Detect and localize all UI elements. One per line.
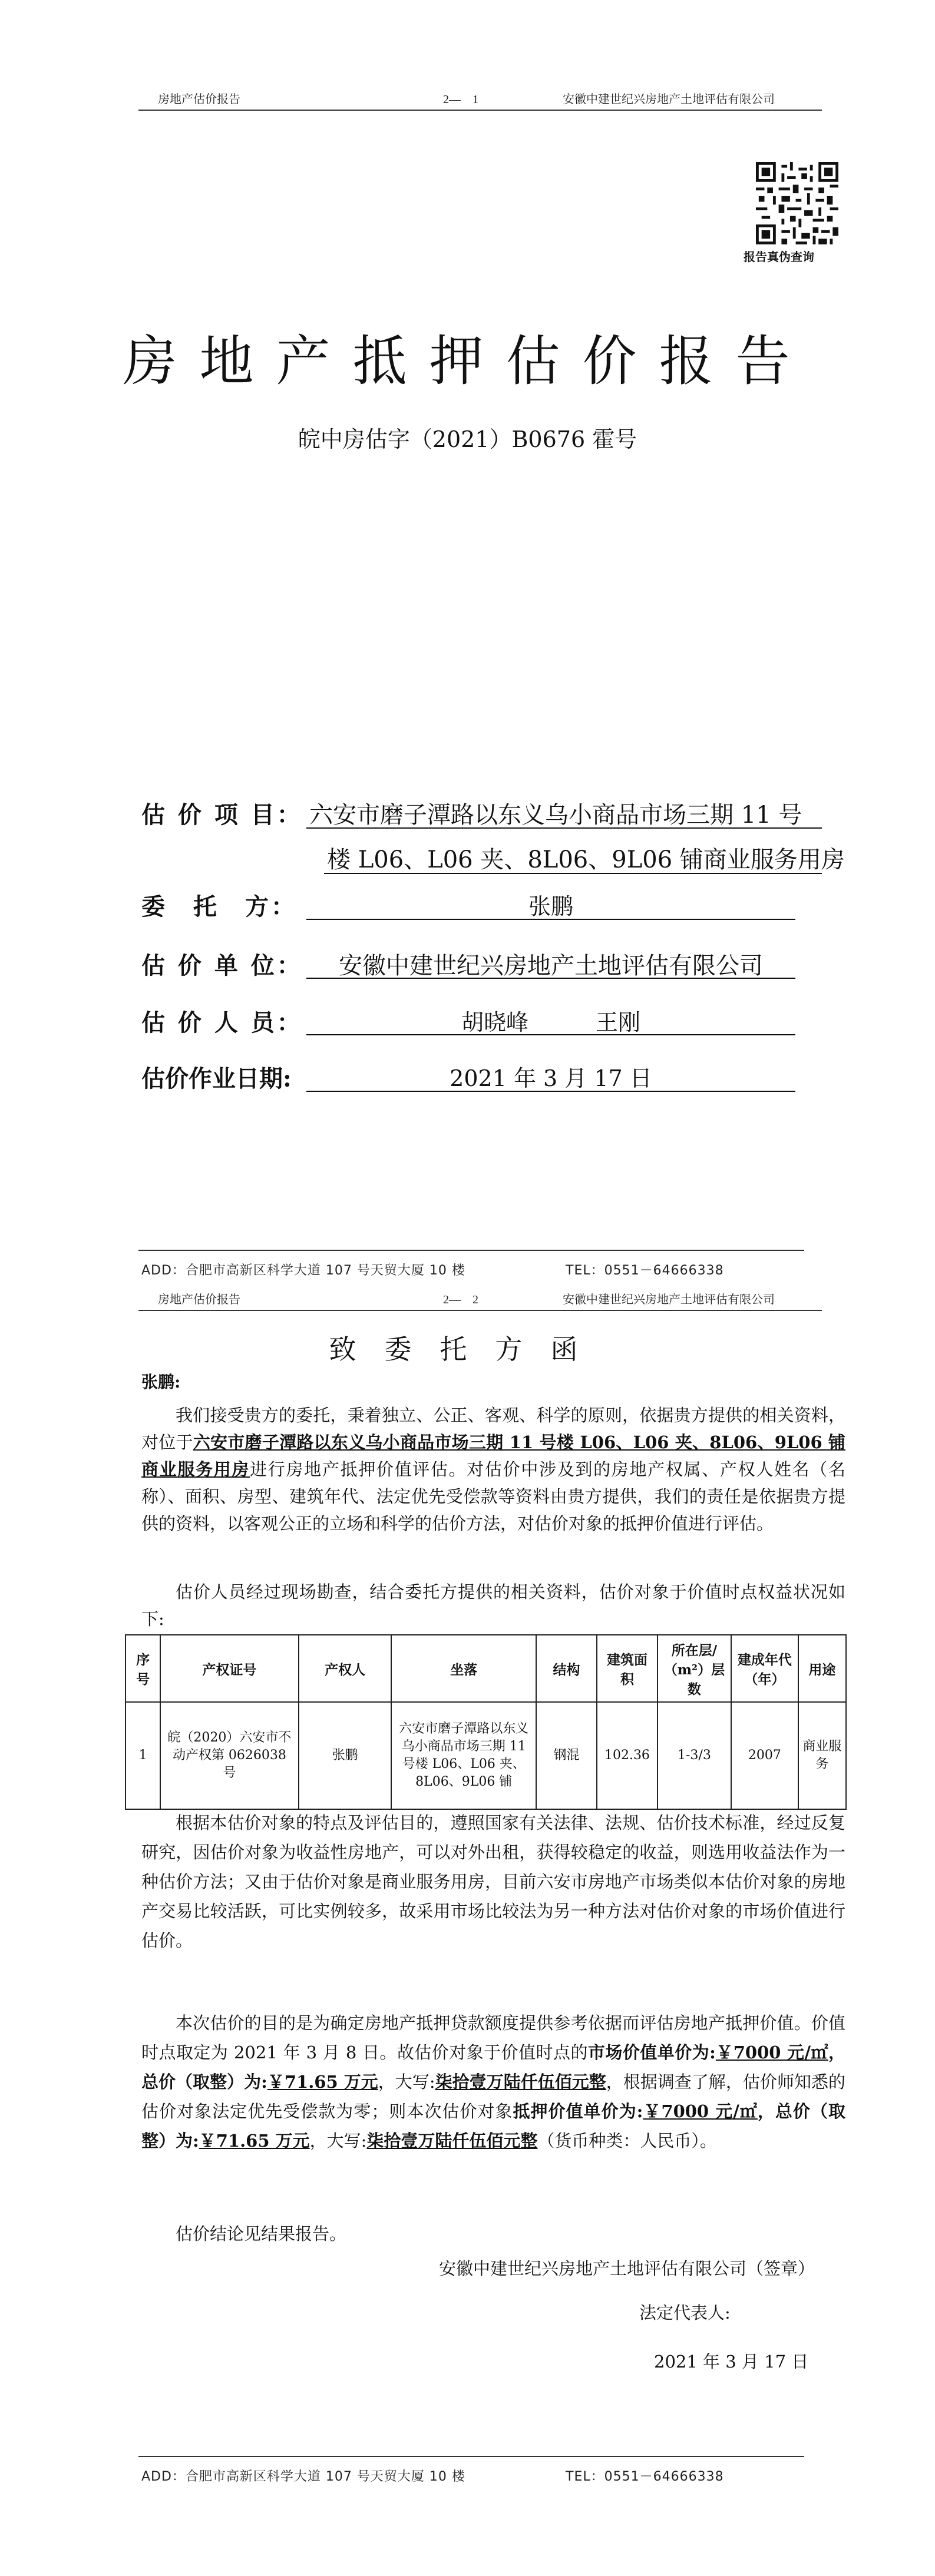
p4-mortgage-total-label: ，总价（取整）为: <box>141 2101 845 2151</box>
field-underline-appraiser-unit <box>306 978 795 979</box>
cell-index: 1 <box>125 1702 160 1809</box>
col-header-floor: 所在层/（m²）层数 <box>658 1635 731 1702</box>
page2-footer-address: ADD：合肥市高新区科学大道 107 号天贸大厦 10 楼 <box>141 2469 465 2484</box>
field-value-work-date: 2021 年 3 月 17 日 <box>450 1065 652 1091</box>
p4-mortgage-capital: 柒拾壹万陆仟伍佰元整 <box>366 2131 538 2151</box>
report-number: 皖中房估字（2021）B0676 霍号 <box>298 426 637 452</box>
letter-paragraph-3: 根据本估价对象的特点及评估目的，遵照国家有关法律、法规、估价技术标准，经过反复研究，因估价对象为收益性房地产，可以对外出租，获得较稳定的收益，则选用收益法作为一种估价方法；又由于估价对象是商业服务用房，目前六安市房地产市场类似本估价对象的房地产交易比较活跃，可比实例较多，故采用市场比较法为另一种方法对估价对象的市场价值进行估价。 <box>141 1813 845 1951</box>
field-value-appraisers: 胡晓峰 王刚 <box>461 1009 640 1035</box>
qr-code-icon[interactable] <box>756 162 838 244</box>
qr-caption: 报告真伪查询 <box>744 250 814 264</box>
p4-market-total-label: ，总价（取整）为: <box>141 2042 846 2092</box>
cell-floor: 1-3/3 <box>658 1702 731 1809</box>
p1-intro: 我们接受贵方的委托，秉着独立、公正、客观、科学的原则，依据贵方提供的相关资料，对位于 <box>141 1405 845 1452</box>
p4-market-capital: 柒拾壹万陆仟伍佰元整 <box>435 2072 606 2092</box>
col-header-cert: 产权证号 <box>160 1635 299 1702</box>
cell-year: 2007 <box>731 1702 798 1809</box>
p4-mortgage-unit-price: ￥7000 元/㎡ <box>643 2101 758 2121</box>
page1-footer-tel: TEL：0551－64666338 <box>566 1263 724 1278</box>
p4-mortgage-total: ￥71.65 万元 <box>199 2131 310 2151</box>
page1-footer-address: ADD：合肥市高新区科学大道 107 号天贸大厦 10 楼 <box>141 1263 465 1278</box>
page2-header-right: 安徽中建世纪兴房地产土地评估有限公司 <box>563 1293 775 1306</box>
col-header-area: 建筑面积 <box>597 1635 658 1702</box>
letter-paragraph-1 <box>141 1402 845 1537</box>
p4-middle: ，根据调查了解，估价师知悉的估价对象法定优先受偿款为零；则本次估价对象 <box>141 2072 845 2121</box>
p4-currency: （货币种类：人民币）。 <box>537 2131 717 2151</box>
page2-header-page: 2— 2 <box>443 1293 478 1306</box>
field-value-appraiser-unit: 安徽中建世纪兴房地产土地评估有限公司 <box>339 952 763 979</box>
field-label-appraisers: 估 价 人 员： <box>141 1009 303 1037</box>
letter-salutation: 张鹏: <box>141 1372 181 1392</box>
letter-paragraph-4 <box>141 2008 845 2156</box>
p4-capital-label-2: ，大写: <box>309 2131 367 2151</box>
page2-footer-rule <box>138 2456 804 2457</box>
p4-market-total: ￥71.65 万元 <box>267 2072 378 2092</box>
col-header-structure: 结构 <box>536 1635 597 1702</box>
page1-header-rule <box>138 110 822 111</box>
table-row <box>125 1702 846 1809</box>
report-title: 房地产抵押估价报告 <box>123 330 812 393</box>
signature-legal-rep: 法定代表人: <box>639 2303 731 2323</box>
p4-mortgage-unit-label: 抵押价值单价为: <box>513 2101 643 2121</box>
letter-title: 致委托方函 <box>329 1333 606 1365</box>
field-underline-project-1 <box>306 827 822 829</box>
field-label-project: 估 价 项 目： <box>141 801 303 829</box>
page1-header-right: 安徽中建世纪兴房地产土地评估有限公司 <box>563 93 775 106</box>
field-label-work-date: 估价作业日期: <box>141 1065 292 1092</box>
field-label-appraiser-unit: 估 价 单 位： <box>141 952 303 979</box>
col-header-year: 建成年代（年） <box>731 1635 798 1702</box>
cell-cert: 皖（2020）六安市不动产权第 0626038 号 <box>160 1702 299 1809</box>
field-value-project-line2: 楼 L06、L06 夹、8L06、9L06 铺商业服务用房 <box>327 846 845 873</box>
cell-location: 六安市磨子潭路以东义乌小商品市场三期 11 号楼 L06、L06 夹、8L06、9L06 铺 <box>391 1702 536 1809</box>
field-value-client: 张鹏 <box>528 893 573 919</box>
col-header-owner: 产权人 <box>299 1635 392 1702</box>
letter-paragraph-5: 估价结论见结果报告。 <box>176 2224 347 2244</box>
page2-footer-tel: TEL：0551－64666338 <box>566 2469 724 2484</box>
p4-intro: 本次估价的目的是为确定房地产抵押贷款额度提供参考依据而评估房地产抵押价值。价值时点取定为 2021 年 3 月 8 日。故估价对象于价值时点的 <box>141 2013 845 2062</box>
table-header-row <box>125 1635 846 1702</box>
page1-header-left: 房地产估价报告 <box>158 93 240 106</box>
p1-rest: 进行房地产抵押价值评估。对估价中涉及到的房地产权属、产权人姓名（名称）、面积、房型、建筑年代、法定优先受偿款等资料由贵方提供，我们的责任是依据贵方提供的资料，以客观公正的立场和科学的估价方法，对估价对象的抵押价值进行评估。 <box>141 1459 845 1534</box>
field-underline-project-2 <box>324 873 822 874</box>
cell-area: 102.36 <box>597 1702 658 1809</box>
field-underline-work-date <box>306 1091 795 1092</box>
page2-header-left: 房地产估价报告 <box>158 1293 240 1306</box>
cell-use: 商业服务 <box>798 1702 846 1809</box>
field-value-project: 六安市磨子潭路以东义乌小商品市场三期 11 号 <box>309 802 802 829</box>
p1-property: 六安市磨子潭路以东义乌小商品市场三期 11 号楼 L06、L06 夹、8L06、9L06 铺商业服务用房 <box>141 1432 845 1479</box>
col-header-index: 序号 <box>125 1635 160 1702</box>
col-header-location: 坐落 <box>391 1635 536 1702</box>
signature-date: 2021 年 3 月 17 日 <box>654 2352 809 2372</box>
cell-owner: 张鹏 <box>299 1702 392 1809</box>
page1-header-page: 2— 1 <box>443 93 478 106</box>
p4-market-unit-label: 市场价值单价为: <box>587 2042 716 2062</box>
p4-market-unit-price: ￥7000 元/㎡ <box>715 2042 828 2062</box>
page1-footer-rule <box>138 1250 804 1251</box>
property-table <box>125 1634 847 1810</box>
p4-capital-label-1: ，大写: <box>378 2072 435 2092</box>
cell-structure: 钢混 <box>536 1702 597 1809</box>
field-underline-client <box>306 919 795 920</box>
page2-header-rule <box>138 1310 822 1311</box>
signature-company: 安徽中建世纪兴房地产土地评估有限公司（签章） <box>439 2259 815 2279</box>
field-underline-appraisers <box>306 1034 795 1035</box>
col-header-use: 用途 <box>798 1635 846 1702</box>
field-label-client: 委 托 方： <box>141 893 297 921</box>
letter-paragraph-2: 估价人员经过现场勘查，结合委托方提供的相关资料，估价对象于价值时点权益状况如下: <box>141 1582 845 1629</box>
